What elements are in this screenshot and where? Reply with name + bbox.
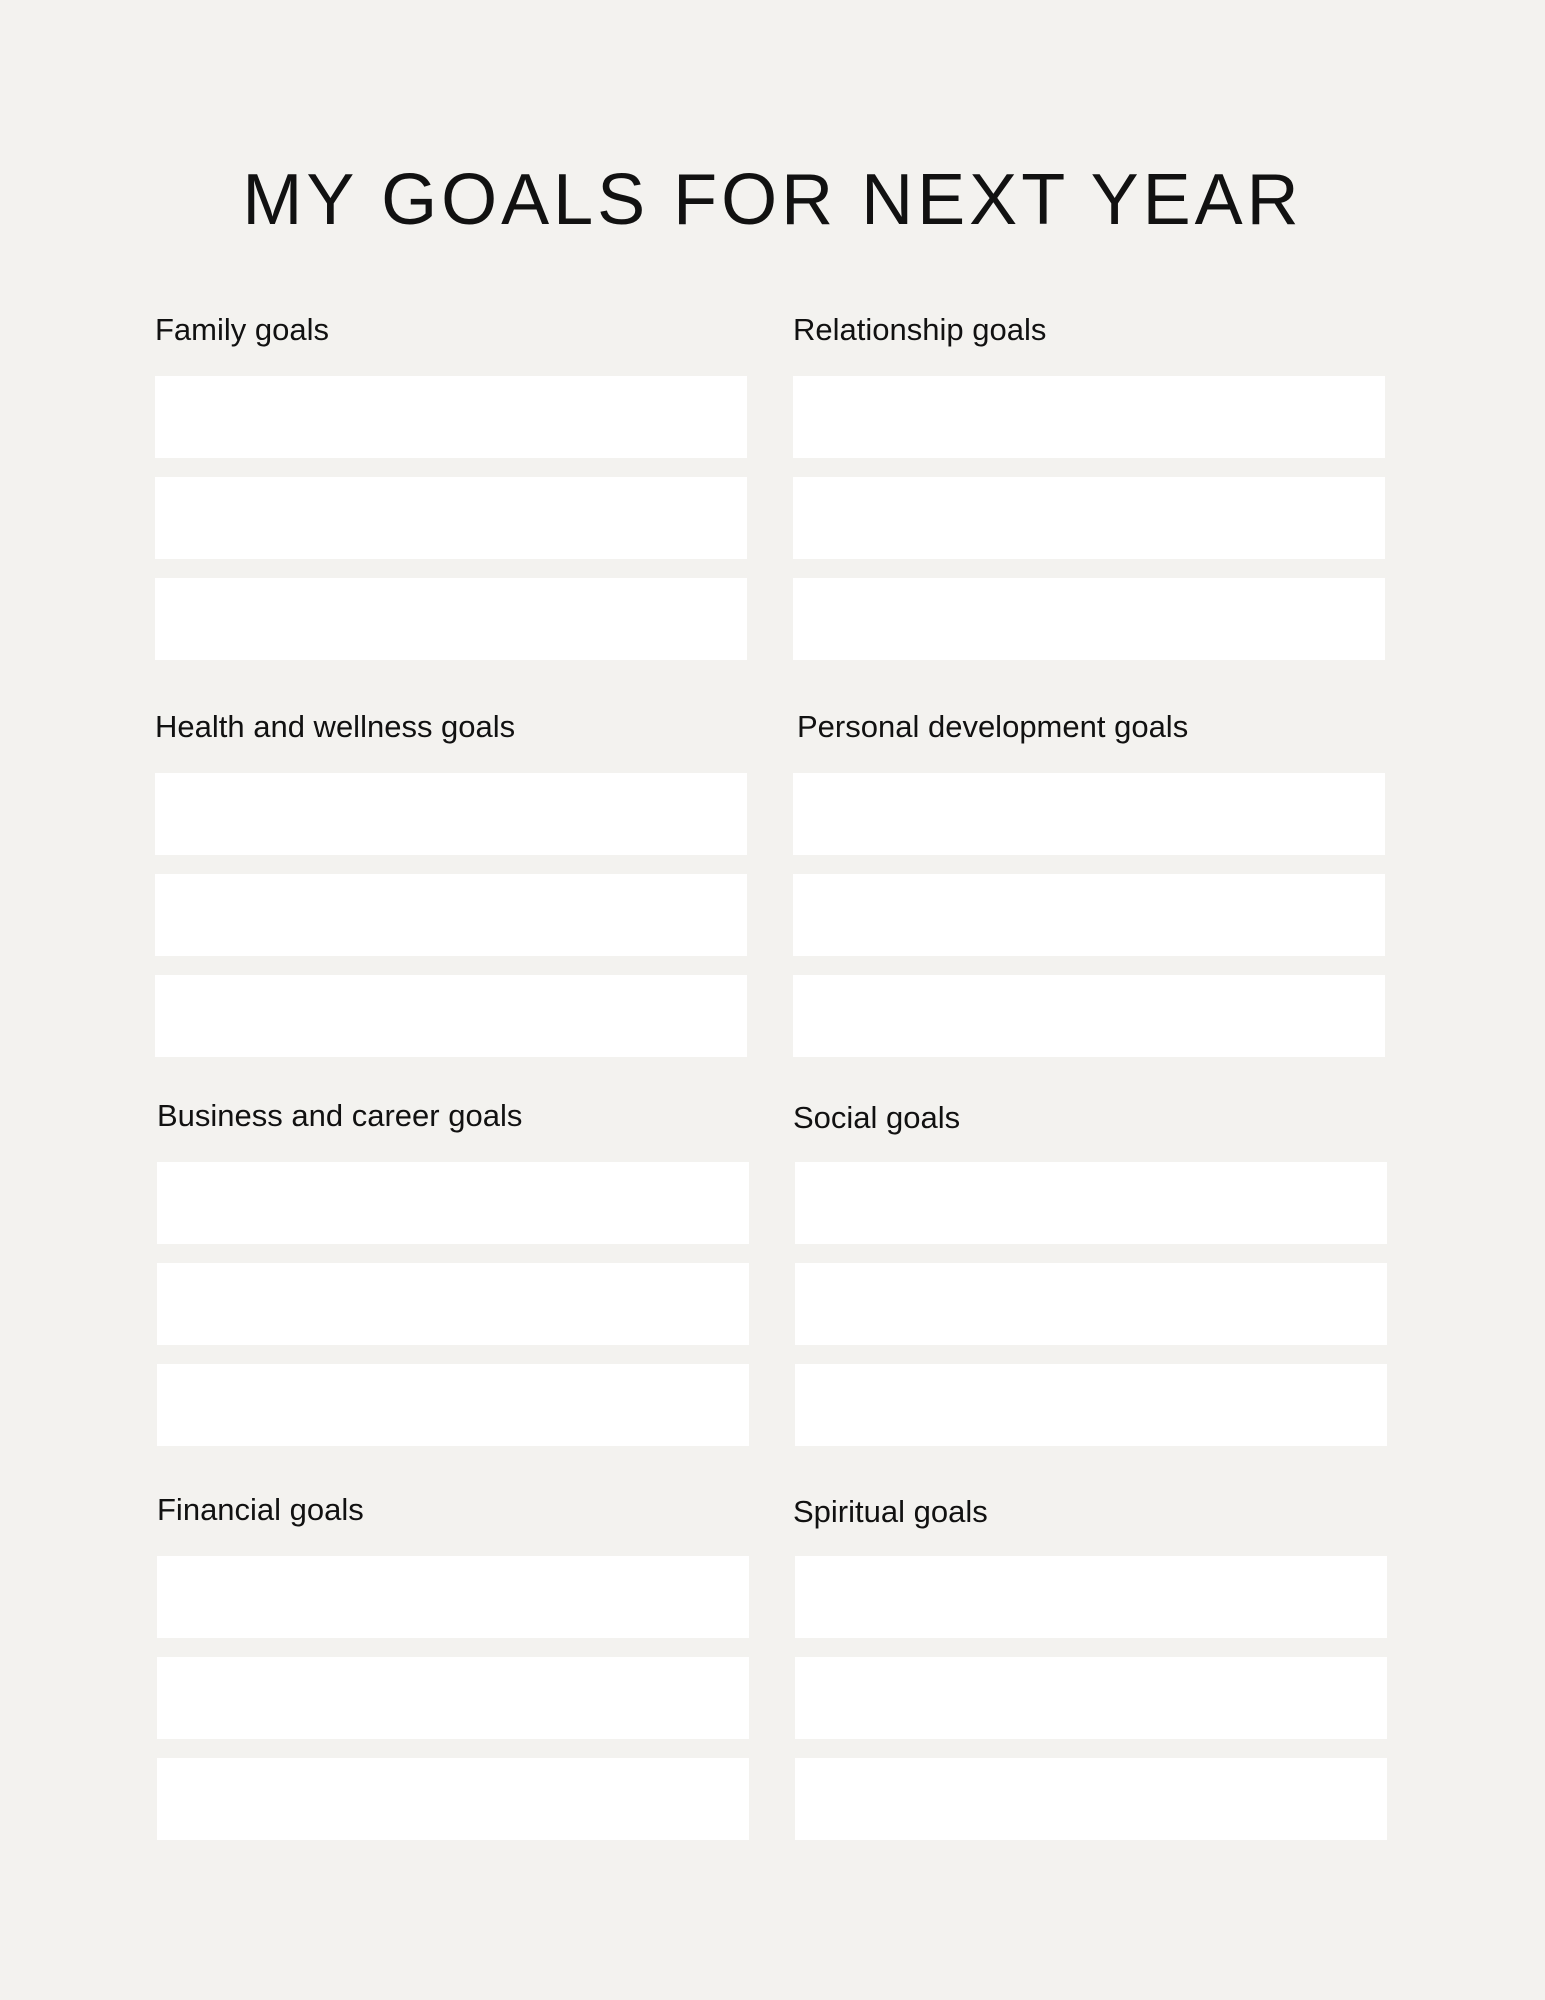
section-label: Financial goals [157,1492,364,1527]
section-label: Family goals [155,312,329,347]
goal-entry-box[interactable] [793,376,1385,458]
goal-entry-box[interactable] [793,773,1385,855]
goal-entry-box[interactable] [793,874,1385,956]
goal-entry-box[interactable] [157,1657,749,1739]
goal-entry-box[interactable] [157,1263,749,1345]
page-title: MY GOALS FOR NEXT YEAR [242,160,1303,240]
goal-entry-box[interactable] [793,477,1385,559]
section-label: Business and career goals [157,1098,523,1133]
goal-entry-box[interactable] [793,578,1385,660]
goal-entry-box[interactable] [155,773,747,855]
section-label: Health and wellness goals [155,709,516,744]
goal-entry-box[interactable] [793,975,1385,1057]
goal-entry-box[interactable] [155,975,747,1057]
goal-entry-box[interactable] [795,1364,1387,1446]
section-label: Social goals [793,1100,961,1135]
goal-entry-box[interactable] [795,1758,1387,1840]
goal-entry-box[interactable] [155,376,747,458]
goal-entry-box[interactable] [157,1556,749,1638]
section-label: Spiritual goals [793,1494,988,1529]
goal-entry-box[interactable] [795,1556,1387,1638]
goal-entry-box[interactable] [155,874,747,956]
goal-entry-box[interactable] [157,1162,749,1244]
goal-entry-box[interactable] [157,1758,749,1840]
goal-entry-box[interactable] [155,477,747,559]
goal-entry-box[interactable] [795,1162,1387,1244]
goal-entry-box[interactable] [795,1263,1387,1345]
goal-entry-box[interactable] [155,578,747,660]
section-label: Personal development goals [797,709,1189,744]
section-label: Relationship goals [793,312,1047,347]
goal-entry-box[interactable] [157,1364,749,1446]
goal-entry-box[interactable] [795,1657,1387,1739]
